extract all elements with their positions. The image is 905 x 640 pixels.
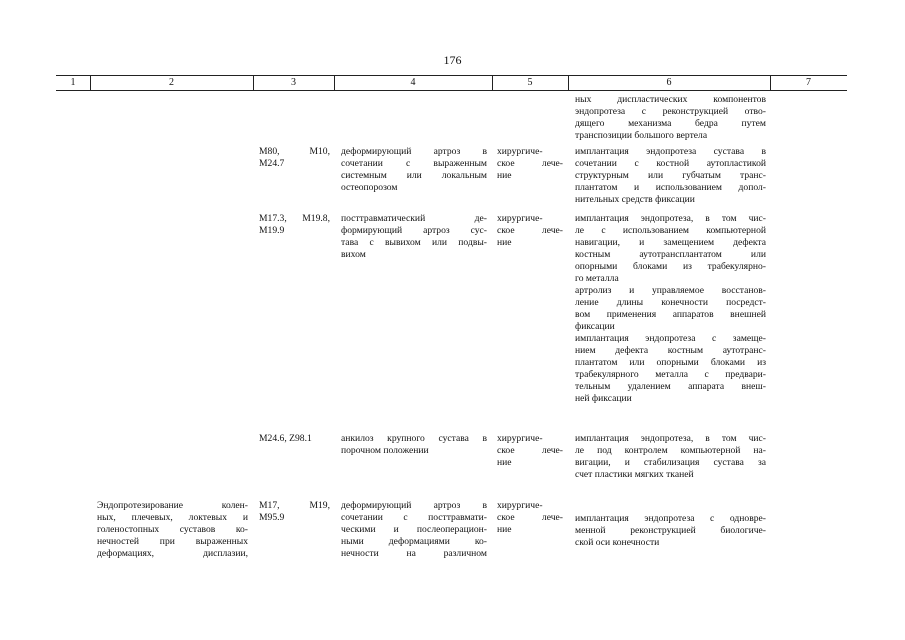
text-line: тава с вывихом или подвы- <box>341 237 487 248</box>
text-line: ных, плечевых, локтевых и <box>97 512 248 523</box>
text-line: сочетании с костной аутопластикой <box>575 158 766 169</box>
text-line: ние <box>497 457 512 468</box>
icd-code-cell <box>259 146 330 170</box>
page-number: 176 <box>443 53 462 67</box>
text-line: счет пластики мягких тканей <box>575 469 694 480</box>
model-cell <box>341 146 487 194</box>
text-line: хирургиче- <box>497 146 543 157</box>
column-header-4: 4 <box>410 77 416 88</box>
text-line: эндопротеза с реконструкцией отво- <box>575 106 766 117</box>
text-line: хирургиче- <box>497 213 543 224</box>
methods-cell <box>575 433 766 481</box>
column-header-1: 1 <box>70 77 76 88</box>
text-line: вом применения аппаратов внешней <box>575 309 766 320</box>
text-line: M95.9 <box>259 512 285 523</box>
treatment-type-cell <box>497 146 563 182</box>
text-line: ское лече- <box>497 445 563 456</box>
text-line: вигации, и стабилизация сустава за <box>575 457 766 468</box>
text-line: имплантация эндопротеза, в том чис- <box>575 433 766 444</box>
text-line: деформациях, дисплазии, <box>97 548 248 559</box>
treatment-type-cell <box>497 213 563 249</box>
model-cell <box>341 213 487 261</box>
methods-cell <box>575 94 766 142</box>
text-line: нечностей при выраженных <box>97 536 248 547</box>
care-type-cell <box>97 500 248 560</box>
methods-cell <box>575 146 766 206</box>
text-line: транспозиции большого вертела <box>575 130 708 141</box>
column-header-7: 7 <box>806 77 811 88</box>
text-line: хирургиче- <box>497 433 543 444</box>
text-line: фиксации <box>575 321 615 332</box>
table-top-border <box>56 75 847 76</box>
column-header-5: 5 <box>527 77 533 88</box>
header-bottom-border <box>56 90 847 91</box>
text-line: ческими и послеоперацион- <box>341 524 487 535</box>
text-line: хирургиче- <box>497 500 543 511</box>
text-line: имплантация эндопротеза с замеще- <box>575 333 766 344</box>
text-line: навигации, и замещением дефекта <box>575 237 766 248</box>
text-line: артролиз и управляемое восстанов- <box>575 285 766 296</box>
text-line: костным аутотрансплантатом или <box>575 249 766 260</box>
treatment-type-cell <box>497 433 563 469</box>
text-line: деформирующий артроз в <box>341 146 487 157</box>
text-line: дящего механизма бедра путем <box>575 118 766 129</box>
text-line: M24.6, Z98.1 <box>259 433 312 444</box>
text-line: плантатом или опорными блоками из <box>575 357 766 368</box>
methods-cell <box>575 213 766 405</box>
text-line: порочном положении <box>341 445 429 456</box>
text-line: деформирующий артроз в <box>341 500 487 511</box>
text-line: го металла <box>575 273 619 284</box>
text-line: ние <box>497 237 512 248</box>
text-line: ние <box>497 524 512 535</box>
text-line: ными деформациями ко- <box>341 536 487 547</box>
column-header-2: 2 <box>169 77 174 88</box>
text-line: M24.7 <box>259 158 285 169</box>
text-line: посттравматический де- <box>341 213 487 224</box>
text-line: нием дефекта костным аутотранс- <box>575 345 766 356</box>
text-line: ле с использованием компьютерной <box>575 225 766 236</box>
text-line: ское лече- <box>497 225 563 236</box>
text-line: формирующий артроз сус- <box>341 225 487 236</box>
text-line: ление длины конечности посредст- <box>575 297 766 308</box>
text-line: M80, M10, <box>259 146 330 157</box>
text-line: ское лече- <box>497 158 563 169</box>
text-line: ние <box>497 170 512 181</box>
column-header-6: 6 <box>666 77 672 88</box>
text-line: тельным удалением аппарата внеш- <box>575 381 766 392</box>
text-line: голеностопных суставов ко- <box>97 524 248 535</box>
text-line: ской оси конечности <box>575 537 660 548</box>
text-line: нечности на различном <box>341 548 487 559</box>
text-line: ское лече- <box>497 512 563 523</box>
text-line: Эндопротезирование колен- <box>97 500 248 511</box>
text-line: имплантация эндопротеза с одновре- <box>575 513 766 524</box>
text-line: нительных средств фиксации <box>575 194 695 205</box>
treatment-type-cell <box>497 500 563 536</box>
model-cell <box>341 433 487 457</box>
model-cell <box>341 500 487 560</box>
text-line: сочетании с посттравмати- <box>341 512 487 523</box>
text-line: остеопорозом <box>341 182 398 193</box>
text-line: структурным или губчатым транс- <box>575 170 766 181</box>
text-line: M17.3, M19.8, <box>259 213 330 224</box>
icd-code-cell <box>259 500 330 524</box>
text-line: менной реконструкцией биологиче- <box>575 525 766 536</box>
text-line: опорными блоками из трабекулярно- <box>575 261 766 272</box>
text-line: трабекулярного металла с предвари- <box>575 369 766 380</box>
text-line: системным или локальным <box>341 170 487 181</box>
text-line: ней фиксации <box>575 393 632 404</box>
text-line: имплантация эндопротеза, в том чис- <box>575 213 766 224</box>
text-line: сочетании с выраженным <box>341 158 487 169</box>
text-line: имплантация эндопротеза сустава в <box>575 146 766 157</box>
icd-code-cell <box>259 213 330 237</box>
text-line: M17, M19, <box>259 500 330 511</box>
icd-code-cell <box>259 433 330 445</box>
text-line: вихом <box>341 249 366 260</box>
methods-cell <box>575 513 766 549</box>
text-line: ле под контролем компьютерной на- <box>575 445 766 456</box>
text-line: ных диспластических компонентов <box>575 94 766 105</box>
text-line: анкилоз крупного сустава в <box>341 433 487 444</box>
text-line: плантатом и использованием допол- <box>575 182 766 193</box>
column-header-3: 3 <box>291 77 296 88</box>
text-line: M19.9 <box>259 225 285 236</box>
